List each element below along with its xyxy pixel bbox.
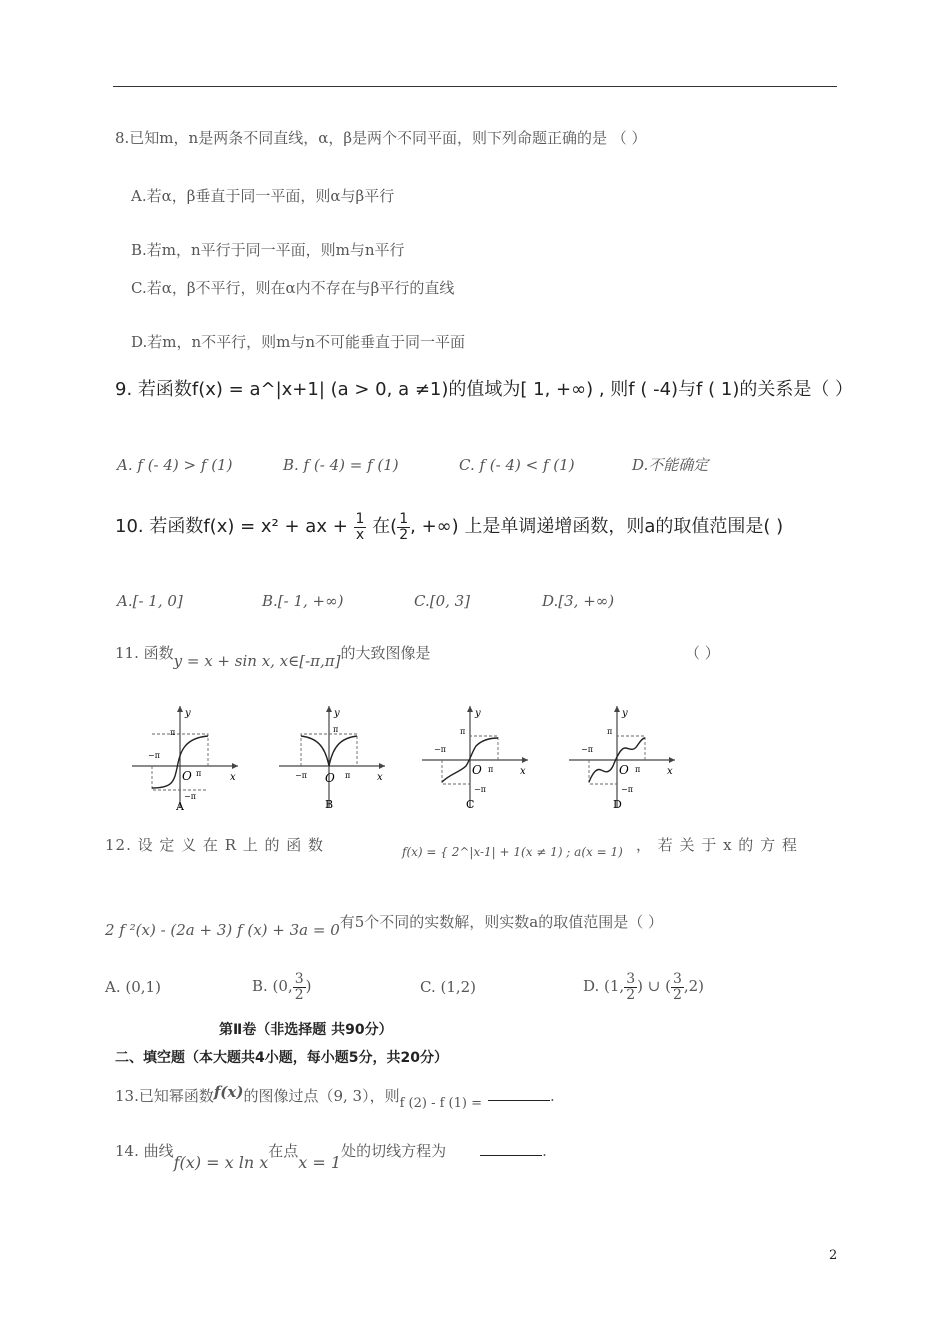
q11-stem-pre: 11. 函数: [115, 644, 174, 662]
q10-fraction-half: [397, 512, 410, 543]
section-title: 第Ⅱ卷（非选择题 共90分）: [219, 1022, 393, 1038]
q10-frac2-den: 2: [399, 526, 409, 543]
q12-option-d: [583, 966, 704, 1006]
graph-a-label: A: [176, 800, 184, 812]
q12-d-frac2: [671, 972, 684, 1003]
q8-option-b: B.若m，n平行于同一平面，则m与n平行: [131, 241, 405, 259]
graph-b-label: B: [325, 798, 334, 811]
graph-d-pi-x: π: [635, 765, 641, 774]
graph-b-pi-y: π: [333, 725, 339, 734]
graph-b-pi-x: π: [345, 771, 351, 780]
graph-b-x-label: x: [377, 772, 383, 783]
q12-d-post: ,2): [683, 977, 705, 995]
q13-expression: f (2) - f (1) =: [399, 1096, 482, 1111]
graph-b-y-label: y: [334, 708, 340, 719]
q11-formula: y = x + sin x, x∈[-π,π]: [173, 652, 341, 670]
graph-c-pi-y: π: [460, 727, 466, 736]
q14-end: .: [542, 1142, 547, 1160]
q10-option-c: C.[0, 3]: [414, 592, 471, 610]
q14-stem-mid: 在点: [268, 1142, 299, 1160]
q10-option-b: B.[- 1, +∞): [262, 592, 344, 610]
graph-a-negpi-x: −π: [148, 751, 160, 760]
q13-stem-mid: 的图像过点（9, 3），则: [243, 1087, 400, 1105]
q12-d-frac2-num: 3: [672, 970, 682, 987]
q12-stem: 12. 设 定 义 在 R 上 的 函 数: [105, 836, 325, 854]
q12-b-frac: [293, 972, 306, 1003]
q11-graph-c: [420, 702, 530, 816]
q12-option-c: C. (1,2): [420, 978, 477, 996]
q11-graph-b: [277, 702, 387, 816]
q8-option-a: A.若α，β垂直于同一平面，则α与β平行: [131, 187, 395, 205]
q12-b-frac-den: 2: [294, 986, 304, 1003]
q13-end: .: [549, 1087, 555, 1105]
graph-a-x-label: x: [230, 772, 236, 783]
graph-b-origin: O: [325, 771, 335, 785]
q13-fx: f(x): [213, 1083, 244, 1101]
q11-graph-a: [130, 702, 240, 816]
graph-c-x-label: x: [520, 766, 526, 777]
q10-frac1-num: 1: [355, 510, 365, 527]
graph-d-label: D: [613, 798, 622, 811]
q12-d-frac1-num: 3: [626, 970, 636, 987]
header-rule: [113, 86, 837, 87]
q14-answer-blank[interactable]: [480, 1141, 542, 1156]
q11-stem: [115, 643, 431, 670]
q13-stem-pre: 13.已知幂函数: [115, 1087, 214, 1105]
q13-stem: [115, 1083, 555, 1111]
page-number: 2: [829, 1248, 838, 1263]
q12-b-pre: B. (0,: [252, 977, 293, 995]
q10-fraction-1-over-x: [354, 512, 367, 543]
section-part-2-heading: 二、填空题（本大题共4小题，每小题5分，共20分）: [115, 1050, 448, 1066]
graph-b-negpi-x: −π: [295, 771, 307, 780]
q12-option-a: A. (0,1): [105, 978, 161, 996]
q10-stem: [115, 509, 783, 545]
graph-d-negpi-y: −π: [621, 785, 633, 794]
q14-point: x = 1: [298, 1153, 342, 1172]
q11-graph-d: [567, 702, 677, 816]
q12-b-post: ): [305, 977, 312, 995]
q10-option-d: D.[3, +∞): [542, 592, 615, 610]
graph-c-label: C: [466, 798, 475, 811]
graph-a-negpi-y: −π: [184, 792, 196, 801]
q12-piecewise: f(x) = { 2^|x-1| + 1(x ≠ 1) ; a(x = 1): [402, 845, 623, 859]
graph-d-pi-y: π: [607, 727, 613, 736]
q12-line2: [105, 912, 664, 939]
q14-stem: [115, 1141, 547, 1172]
q12-stem-tail: ， 若 关 于 x 的 方 程: [636, 836, 798, 854]
graph-a-y-label: y: [185, 708, 191, 719]
q12-option-b: [252, 966, 312, 1006]
q11-answer-paren: （ ）: [685, 644, 720, 662]
graph-d-x-label: x: [667, 766, 673, 777]
graph-d-negpi-x: −π: [581, 745, 593, 754]
q14-stem-pre: 14. 曲线: [115, 1142, 174, 1160]
q10-stem-mid: 在(: [372, 516, 398, 537]
q10-frac2-num: 1: [399, 510, 409, 527]
graph-a-pi-y: π: [170, 728, 176, 737]
graph-c-negpi-y: −π: [474, 785, 486, 794]
q12-line2-text: 有5个不同的实数解，则实数a的取值范围是（ ）: [339, 913, 664, 931]
graph-d-origin: O: [619, 763, 629, 777]
q13-answer-blank[interactable]: [488, 1086, 550, 1101]
q12-equation: 2 f ²(x) - (2a + 3) f (x) + 3a = 0: [105, 921, 340, 939]
q9-option-a: A. f (- 4) > f (1): [117, 456, 233, 474]
q14-stem-post: 处的切线方程为: [341, 1142, 447, 1160]
q9-option-d: D.不能确定: [632, 456, 709, 474]
q12-d-frac1: [624, 972, 637, 1003]
q9-option-c: C. f (- 4) < f (1): [459, 456, 575, 474]
q12-d-pre: D. (1,: [583, 977, 625, 995]
graph-a-pi-x: π: [196, 769, 202, 778]
q8-option-d: D.若m，n不平行，则m与n不可能垂直于同一平面: [131, 333, 466, 351]
q9-stem: 9. 若函数f(x) = a^|x+1| (a > 0, a ≠1)的值域为[ 1, +∞) , 则f ( -4)与f ( 1)的关系是（ ）: [115, 379, 854, 400]
graph-c-negpi-x: −π: [434, 745, 446, 754]
q12-b-frac-num: 3: [294, 970, 304, 987]
q10-frac1-den: x: [355, 526, 365, 543]
q12-d-mid: ) ∪ (: [637, 977, 671, 995]
q8-option-c: C.若α，β不平行，则在α内不存在与β平行的直线: [131, 279, 455, 297]
q10-option-a: A.[- 1, 0]: [117, 592, 183, 610]
q8-stem: 8.已知m，n是两条不同直线，α，β是两个不同平面，则下列命题正确的是 （ ）: [115, 129, 647, 147]
q12-d-frac1-den: 2: [626, 986, 636, 1003]
q10-stem-post: , +∞) 上是单调递增函数，则a的取值范围是( ): [410, 516, 784, 537]
graph-d-y-label: y: [622, 708, 628, 719]
graph-c-y-label: y: [475, 708, 481, 719]
q9-option-b: B. f (- 4) = f (1): [283, 456, 399, 474]
graph-a-origin: O: [182, 769, 192, 783]
q11-stem-post: 的大致图像是: [340, 644, 431, 662]
q10-stem-pre: 10. 若函数f(x) = x² + ax +: [115, 516, 348, 537]
graph-c-pi-x: π: [488, 765, 494, 774]
q14-fx: f(x) = x ln x: [173, 1153, 269, 1172]
q12-d-frac2-den: 2: [672, 986, 682, 1003]
graph-c-origin: O: [472, 763, 482, 777]
